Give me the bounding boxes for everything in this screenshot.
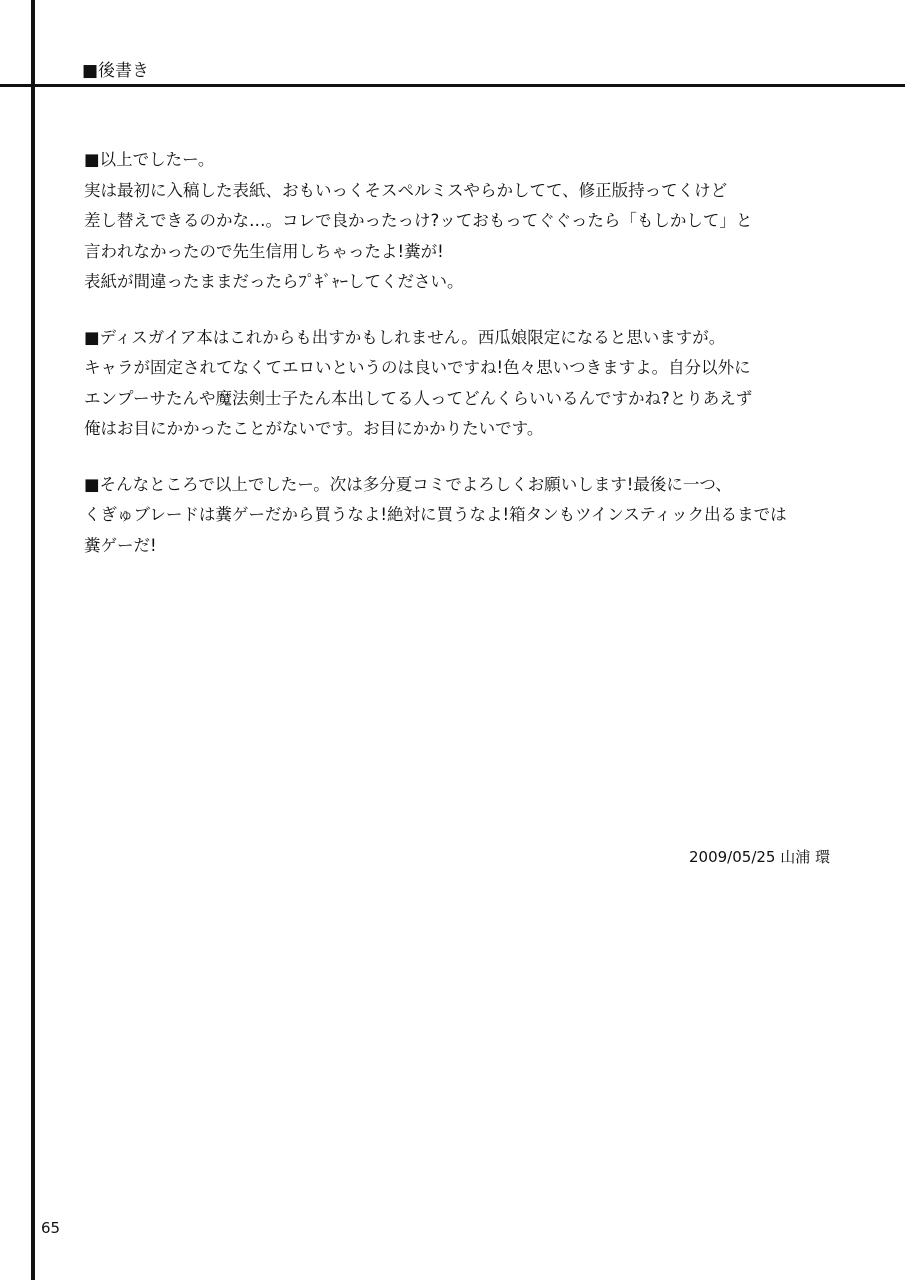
- text-line: くぎゅブレードは糞ゲーだから買うなよ!絶対に買うなよ!箱タンもツインスティック出るまでは: [84, 505, 787, 524]
- text-line: 俺はお目にかかったことがないです。お目にかかりたいです。: [84, 419, 544, 438]
- page-heading: ■後書き: [82, 61, 150, 81]
- paragraph-3: [84, 470, 864, 562]
- paragraph-2: [84, 323, 864, 445]
- text-line: ■ディスガイア本はこれからも出すかもしれません。西瓜娘限定になると思いますが。: [84, 327, 726, 347]
- margin-vertical-rule: [31, 0, 35, 1280]
- text-line: 糞ゲーだ!: [84, 535, 157, 555]
- date-and-author-signature: 2009/05/25 山浦 環: [689, 848, 830, 866]
- afterword-body: [84, 145, 864, 586]
- text-line: 言われなかったので先生信用しちゃったよ!糞が!: [84, 241, 444, 261]
- header-horizontal-rule: [0, 84, 905, 87]
- text-line: 差し替えできるのかな…。コレで良かったっけ?ッておもってぐぐったら「もしかして」と: [84, 211, 753, 230]
- text-line: エンプーサたんや魔法剣士子たん本出してる人ってどんくらいいるんですかね?とりあえず: [84, 388, 753, 408]
- text-line: 実は最初に入稿した表紙、おもいっくそスペルミスやらかしてて、修正版持ってくけど: [84, 180, 728, 200]
- text-line: キャラが固定されてなくてエロいというのは良いですね!色々思いつきますよ。自分以外に: [84, 358, 751, 377]
- text-line: ■そんなところで以上でしたー。次は多分夏コミでよろしくお願いします!最後に一つ、: [84, 474, 732, 494]
- text-line: 表紙が間違ったままだったらﾌﾟｷﾞｬｰしてください。: [84, 272, 464, 291]
- text-line: ■以上でしたー。: [84, 150, 215, 169]
- page-number: 65: [41, 1219, 61, 1237]
- paragraph-1: [84, 145, 864, 298]
